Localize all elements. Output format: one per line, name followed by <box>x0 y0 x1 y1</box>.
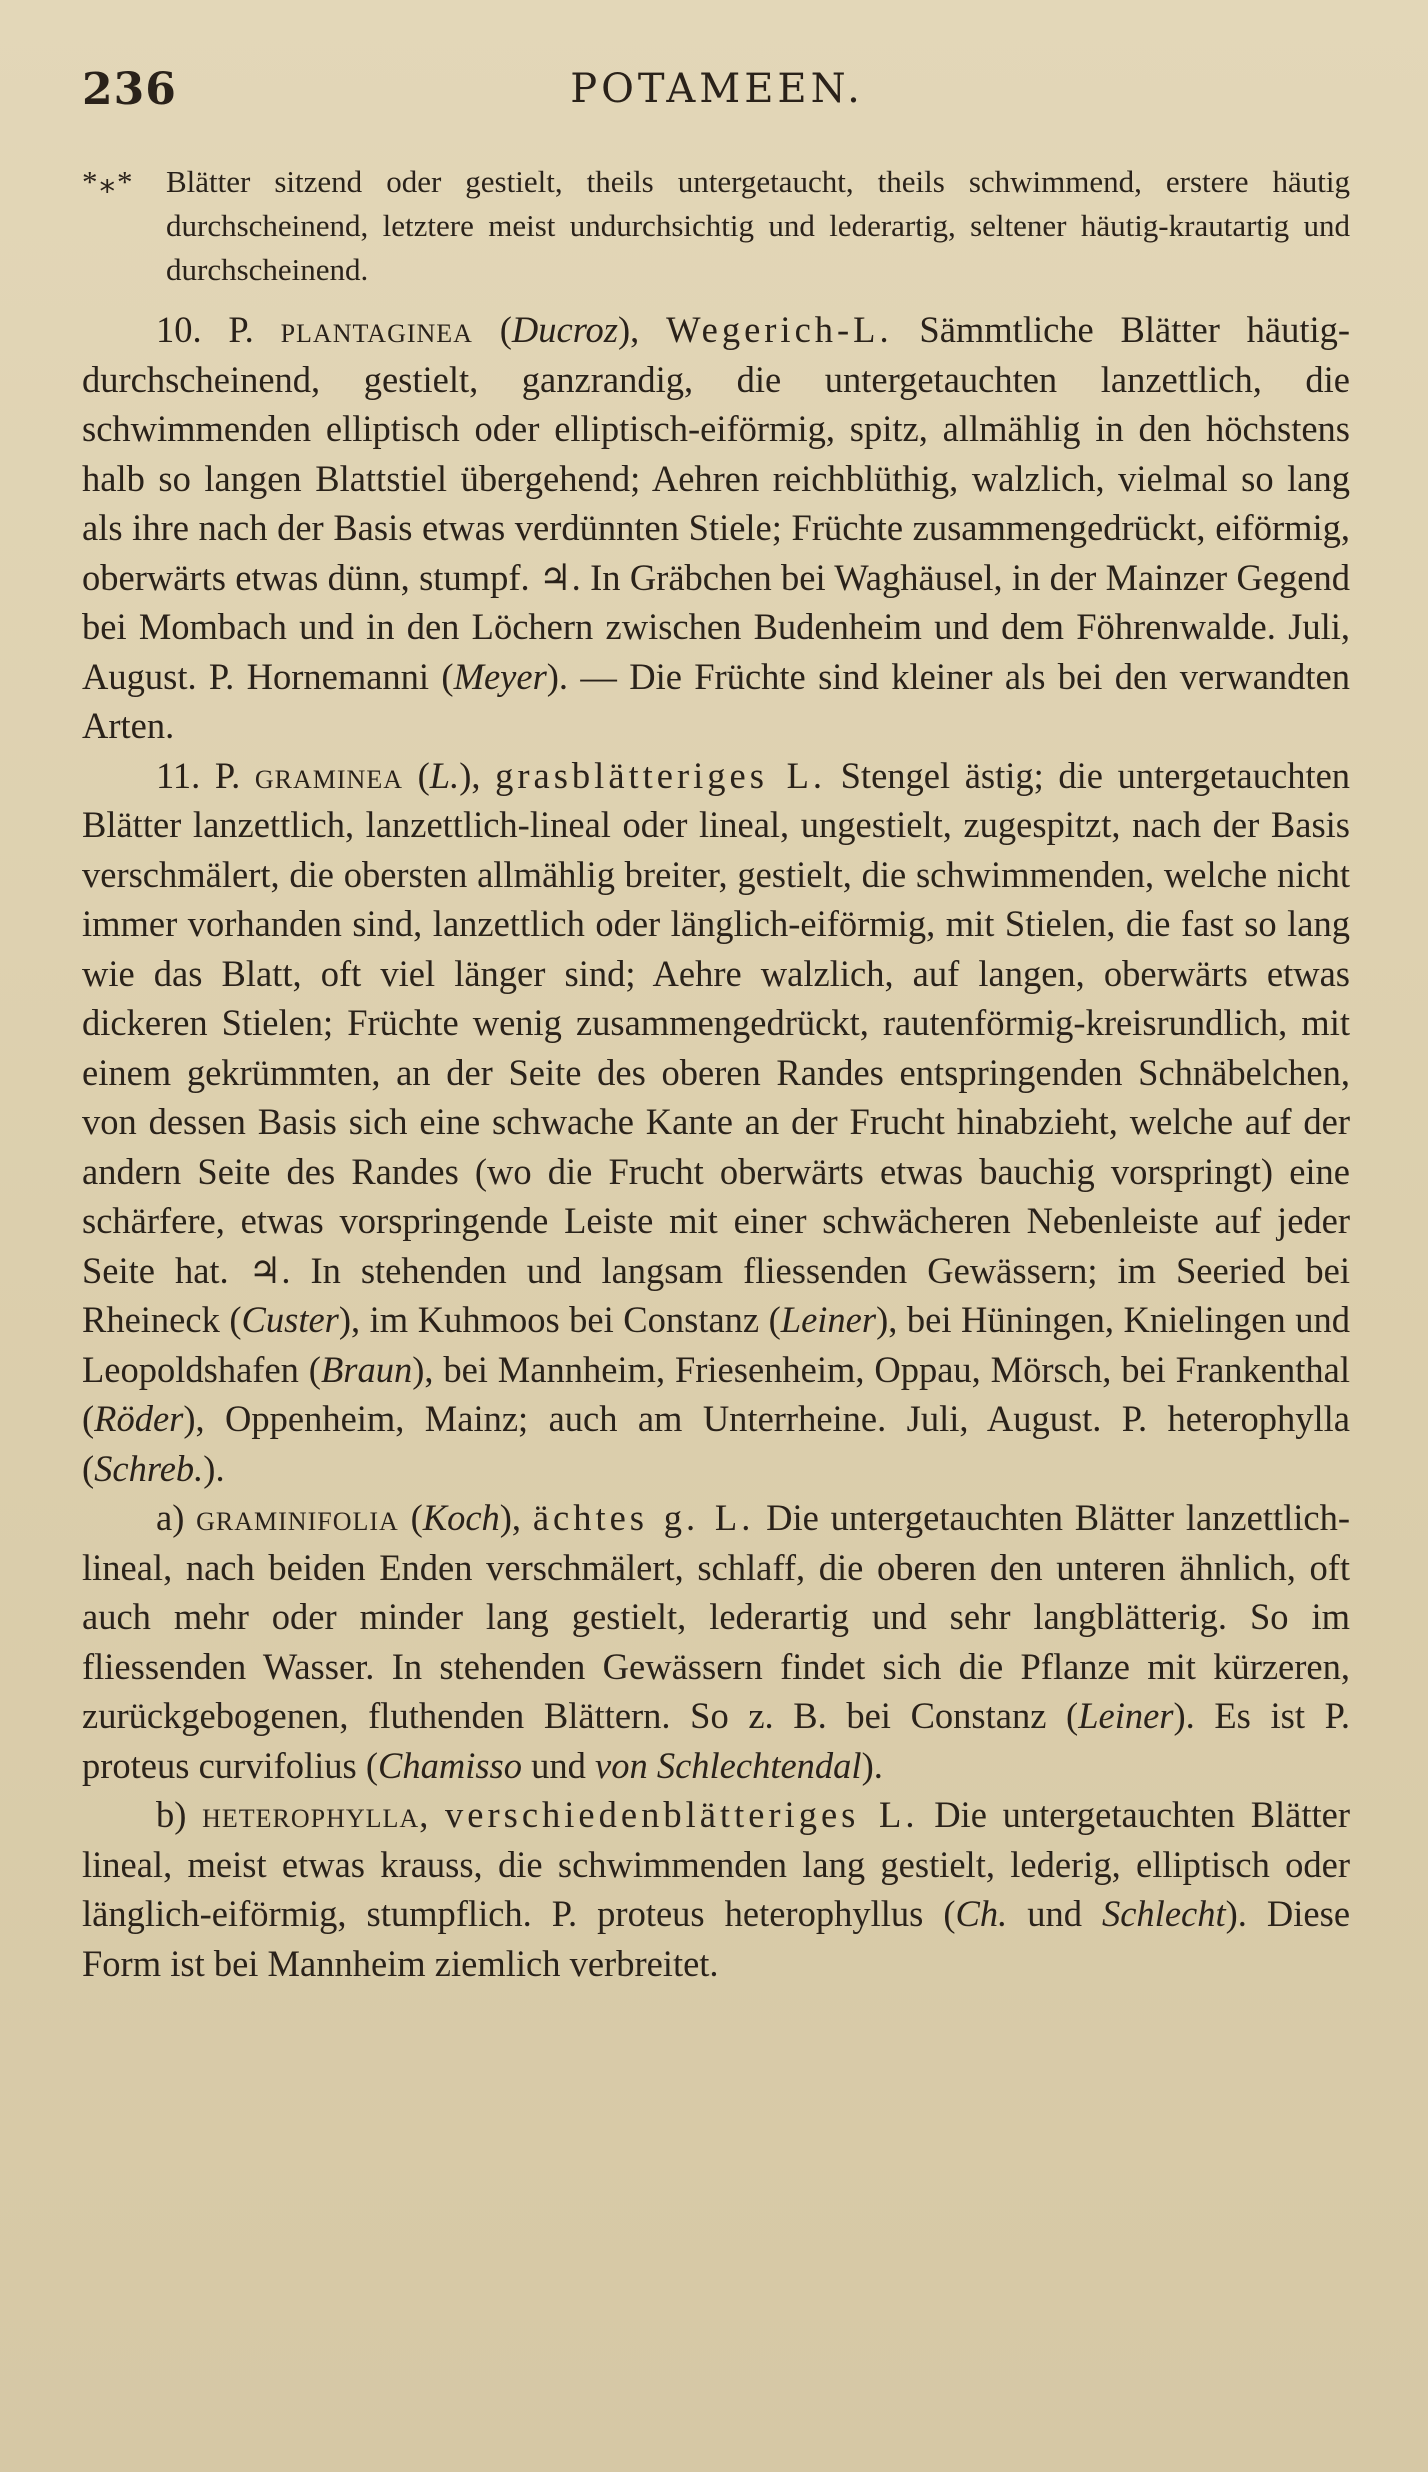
description-text: ). Es ist P. proteus curvifolius ( <box>82 1695 1350 1786</box>
variety-author: Koch <box>422 1497 500 1538</box>
species-10-paragraph <box>82 305 1350 751</box>
paren: ( <box>417 754 430 796</box>
synonym-author: Ch. <box>955 1893 1008 1934</box>
species-number: 11. P. <box>156 754 241 796</box>
species-11-paragraph <box>82 751 1350 1494</box>
paren: ), <box>499 1497 522 1538</box>
synonym-author: von Schlechtendal <box>595 1744 862 1786</box>
collector-name: Braun <box>320 1348 413 1390</box>
common-name: verschiedenblätteriges L. <box>445 1794 919 1835</box>
species-author: Ducroz <box>511 309 619 350</box>
common-name: Wegerich-L. <box>666 309 893 350</box>
common-name: ächtes g. L. <box>532 1497 755 1538</box>
synonym-author: Schreb. <box>94 1447 204 1489</box>
locality-text: ), bei Hüningen, Knielingen und Leopoldshafen ( <box>82 1299 1350 1390</box>
locality-text: ), bei Mannheim, Friesenheim, Oppau, Mörsch, bei Frankenthal ( <box>82 1348 1350 1439</box>
synonym-author: Schlecht <box>1101 1893 1226 1934</box>
paren: ( <box>410 1497 423 1538</box>
description-text: und <box>522 1744 596 1786</box>
collector-name: Leiner <box>780 1299 877 1340</box>
variety-b-paragraph <box>82 1790 1350 1988</box>
description-text: ). <box>861 1744 883 1786</box>
variety-description: Die untergetauchten Blätter lineal, meist etwas krauss, die schwimmenden lang gestielt, lederig, elliptisch oder länglich-eiförmig, stumpflich. P. proteus heterophyllus ( <box>82 1794 1351 1934</box>
collector-name: Custer <box>241 1299 339 1340</box>
running-title: POTAMEEN. <box>570 66 864 112</box>
page-header <box>82 64 1352 124</box>
asterism-mark: *⁎* <box>82 164 135 199</box>
species-name: graminea <box>254 754 403 796</box>
species-description: Stengel ästig; die untergetauchten Blätter lanzettlich, lanzettlich-lineal oder lineal, ungestielt, zugespitzt, nach der Basis verschmälert, die obersten allmählig breiter, gestielt, die schwimmenden, welche nicht immer vorhanden sind, lanzettlich oder länglich-eiförmig, mit Stielen, die fast so lang wie das Blatt, oft viel länger sind; Aehre walzlich, auf langen, oberwärts etwas dickeren Stielen; Früchte wenig zusammengedrückt, rautenförmig-kreisrundlich, mit einem gekrümmten, an der Seite des oberen Randes entspringenden Schnäbelchen, von dessen Basis sich eine schwache Kante an der Frucht hinabzieht, welche auf der andern Seite des Randes (wo die Frucht oberwärts etwas bauchig vorspringt) eine schärfere, etwas vorspringende Leiste mit einer schwächeren Nebenleiste auf jeder Seite hat. ♃. In stehenden und langsam fliessenden Gewässern; im Seeried bei Rheineck ( <box>82 754 1351 1340</box>
locality-text: ), im Kuhmoos bei Constanz ( <box>338 1299 781 1340</box>
description-text: und <box>1007 1893 1102 1934</box>
synonym-author: Chamisso <box>378 1744 523 1786</box>
species-description-end: ). — Die Früchte sind kleiner als bei den verwandten Arten. <box>82 655 1350 746</box>
page-body <box>82 305 1350 1988</box>
species-number: 10. P. <box>156 309 254 350</box>
variety-a-paragraph <box>82 1493 1350 1790</box>
variety-description: Die untergetauchten Blätter lanzettlich-lineal, nach beiden Enden verschmälert, schlaff, die oberen den unteren ähnlich, oft auch mehr oder minder lang gestielt, lederartig und sehr langblätterig. So im fliessenden Wasser. In stehenden Gewässern findet sich die Pflanze mit kürzeren, zurückgebogenen, fluthenden Blättern. So z. B. bei Constanz ( <box>82 1497 1351 1736</box>
species-name: plantaginea <box>280 309 473 350</box>
variety-label: b) <box>156 1794 187 1835</box>
locality-text: ), Oppenheim, Mainz; auch am Unterrheine. Juli, August. P. heterophylla ( <box>82 1398 1350 1489</box>
paren: ), <box>618 309 640 350</box>
common-name: grasblätteriges L. <box>495 754 826 796</box>
paren: ( <box>499 309 512 350</box>
variety-label: a) <box>156 1497 185 1538</box>
collector-name: Röder <box>94 1398 184 1439</box>
key-note-text: Blätter sitzend oder gestielt, theils untergetaucht, theils schwimmend, erstere häutig durchscheinend, letztere meist undurchsichtig und lederartig, seltener häutig-krautartig und durchscheinend. <box>166 164 1350 287</box>
collector-name: Leiner <box>1078 1695 1174 1736</box>
description-text: ). Diese Form ist bei Mannheim ziemlich verbreitet. <box>82 1893 1351 1984</box>
species-description: Sämmtliche Blätter häutig-durchscheinend, gestielt, ganzrandig, die untergetauchten lanzettlich, die schwimmenden elliptisch oder elliptisch-eiförmig, spitz, allmählig in den höchstens halb so langen Blattstiel übergehend; Aehren reichblüthig, walzlich, vielmal so lang als ihre nach der Basis etwas verdünnten Stiele; Früchte zusammengedrückt, eiförmig, oberwärts etwas dünn, stumpf. ♃. In Gräbchen bei Waghäusel, in der Mainzer Gegend bei Mombach und in den Löchern zwischen Budenheim und dem Föhrenwalde. Juli, August. P. Hornemanni ( <box>82 309 1351 697</box>
paren: ), <box>459 754 481 796</box>
page-number: 236 <box>82 64 177 115</box>
species-author: L. <box>429 754 460 796</box>
variety-name: graminifolia <box>196 1497 399 1538</box>
variety-name: heterophylla, <box>202 1794 430 1835</box>
locality-text: ). <box>203 1447 225 1489</box>
key-note <box>82 160 1350 292</box>
synonym-author: Meyer <box>453 655 547 697</box>
